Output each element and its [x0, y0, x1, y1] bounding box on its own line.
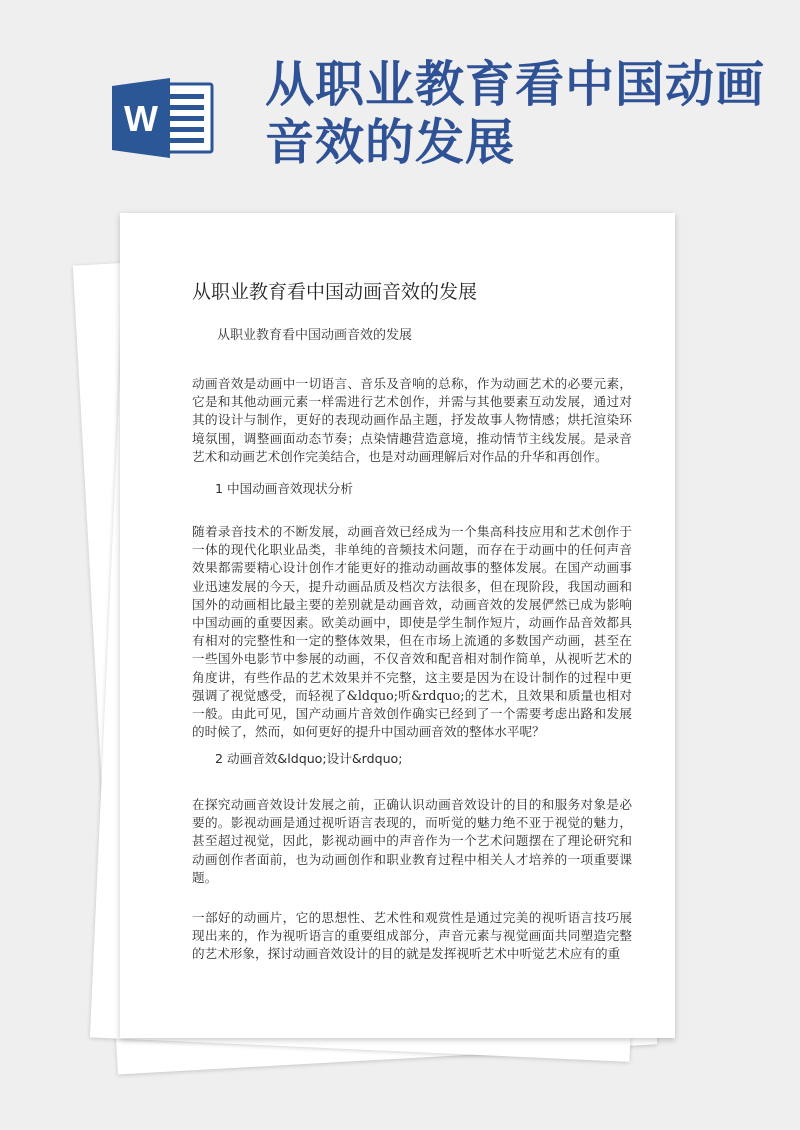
document-title: 从职业教育看中国动画音效的发展 [192, 281, 478, 303]
section-heading: 1 中国动画音效现状分析 [215, 481, 353, 496]
document-paragraph: 一部好的动画片，它的思想性、艺术性和观赏性是通过完美的视听语言技巧展现出来的，作为视听语言的重要组成部分，声音元素与视觉画面共同塑造完整的艺术形象，探讨动画音效设计的目的就是发挥视听艺术中听觉艺术应有的重 [192, 910, 632, 962]
word-icon-letter: W [124, 98, 158, 139]
document-paragraph: 随着录音技术的不断发展，动画音效已经成为一个集高科技应用和艺术创作于一体的现代化职业品类，非单纯的音频技术问题，而存在于动画中的任何声音效果都需要精心设计创作才能更好的推动动画故事的整体发展。在国产动画事业迅速发展的今天，提升动画品质及档次方法很多，但在现阶段，我国动画和国外的动画相比最主要的差别就是动画音效，动画音效的发展俨然已成为影响中国动画的重要因素。欧美动画中，即使是学生制作短片，动画作品音效都具有相对的完整性和一定的整体效果，但在市场上流通的多数国产动画，甚至在一些国外电影节中参展的动画，不仅音效和配音相对制作简单，从视听艺术的角度讲，有些作品的艺术效果并不完整，这主要是因为在设计制作的过程中更强调了视觉感受，而轻视了&ldquo;听&rdquo;的艺术，且效果和质量也相对一般。由此可见，国产动画片音效创作确实已经到了一个需要考虑出路和发展的时候了，然而，如何更好的提升中国动画音效的整体水平呢？ [192, 524, 632, 740]
paper-sheet-front [120, 213, 675, 1038]
section-heading: 2 动画音效&ldquo;设计&rdquo; [215, 751, 403, 766]
document-paragraph: 在探究动画音效设计发展之前，正确认识动画音效设计的目的和服务对象是必要的。影视动画是通过视听语言表现的，而听觉的魅力绝不亚于视觉的魅力，甚至超过视觉，因此，影视动画中的声音作为一个艺术问题摆在了理论研究和动画创作者面前，也为动画创作和职业教育过程中相关人才培养的一项重要课题。 [192, 797, 632, 885]
document-paragraph: 动画音效是动画中一切语言、音乐及音响的总称，作为动画艺术的必要元素，它是和其他动画元素一样需进行艺术创作，并需与其他要素互动发展，通过对其的设计与制作，更好的表现动画作品主题，抒发故事人物情感；烘托渲染环境氛围，调整画面动态节奏；点染情趣营造意境，推动情节主线发展。是录音艺术和动画艺术创作完美结合，也是对动画理解后对作品的升华和再创作。 [192, 376, 632, 464]
document-subtitle: 从职业教育看中国动画音效的发展 [217, 328, 413, 343]
banner-title: 从职业教育看中国动画音效的发展 [265, 56, 766, 171]
